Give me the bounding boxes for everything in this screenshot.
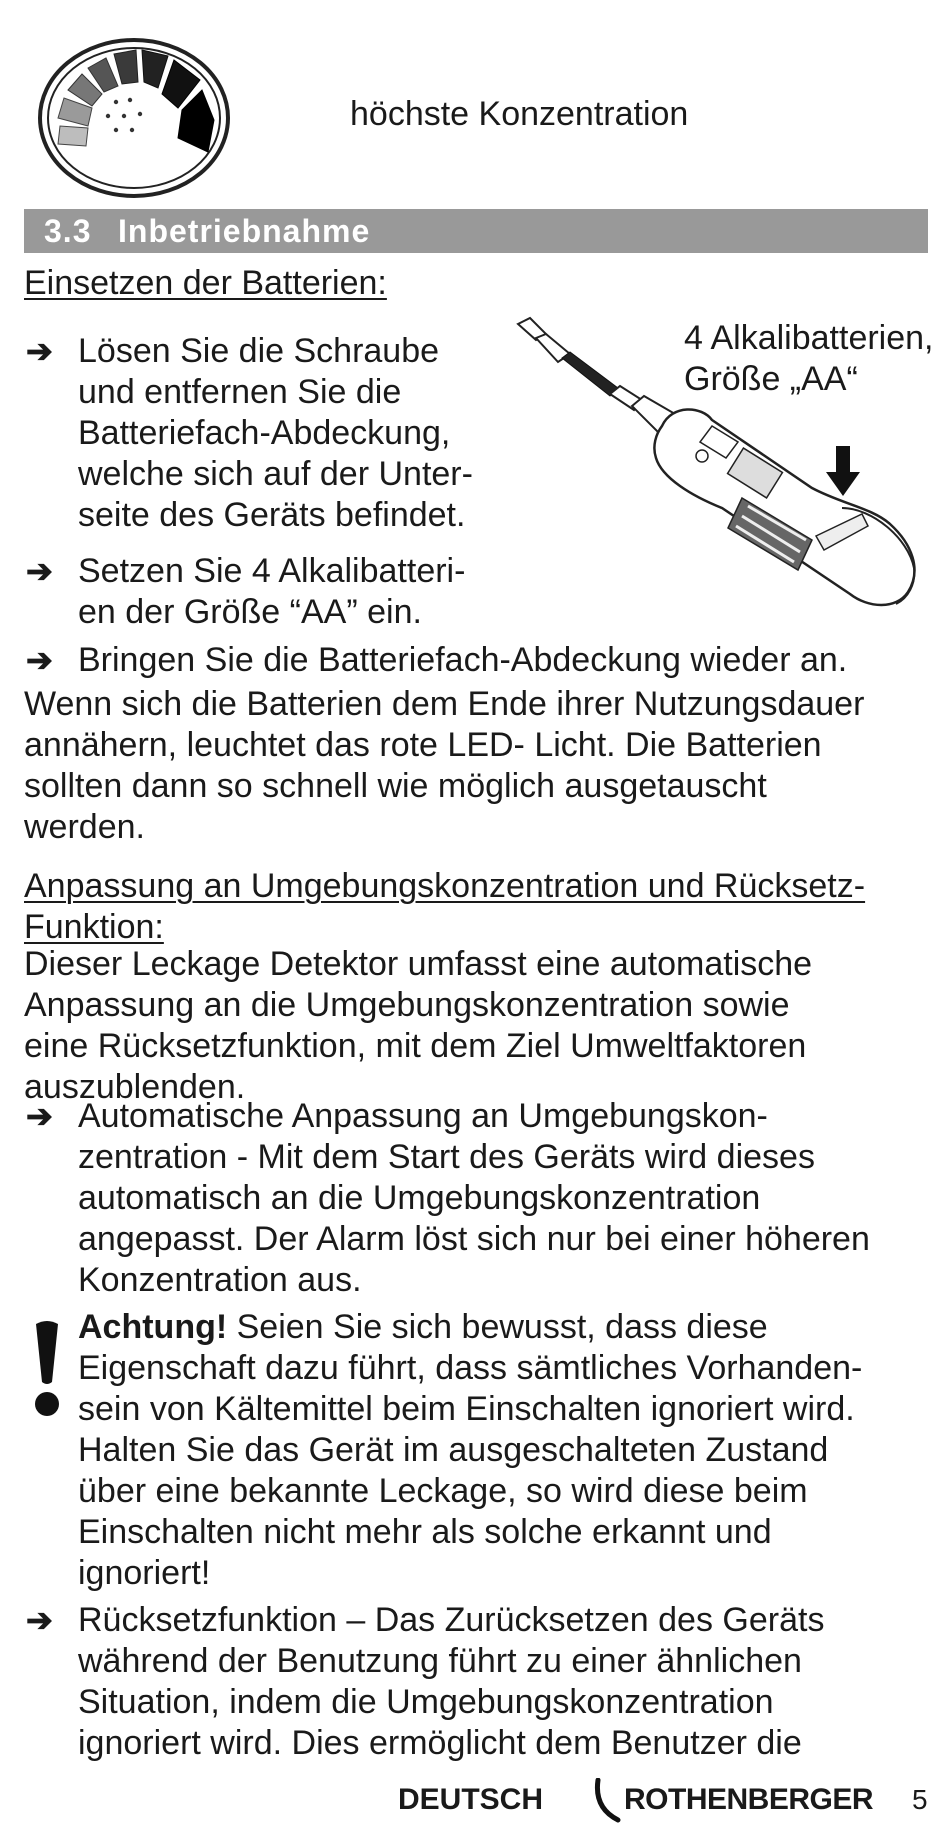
bullet-line: ignoriert wird. Dies ermöglicht dem Benutzer die <box>78 1724 802 1762</box>
warning-line: ignoriert! <box>78 1554 211 1592</box>
arrow-right-icon: ➔ <box>26 553 53 589</box>
warning-line: Halten Sie das Gerät im ausgeschalteten Zustand <box>78 1431 829 1469</box>
bullet-line: und entfernen Sie die <box>78 373 402 411</box>
bullet-line: während der Benutzung führt zu einer ähnlichen <box>78 1642 802 1680</box>
arrow-right-icon: ➔ <box>26 1098 53 1134</box>
adaptation-paragraph <box>24 944 812 1108</box>
paragraph-line: eine Rücksetzfunktion, mit dem Ziel Umweltfaktoren <box>24 1027 807 1065</box>
bullet-line: seite des Geräts befindet. <box>78 496 466 534</box>
bullet-line: angepasst. Der Alarm löst sich nur bei einer höheren <box>78 1220 870 1258</box>
bullet-line: automatisch an die Umgebungskonzentration <box>78 1179 761 1217</box>
footer-language: DEUTSCH <box>398 1783 544 1816</box>
paragraph-line: Anpassung an die Umgebungskonzentration sowie <box>24 986 790 1024</box>
warning-line: Einschalten nicht mehr als solche erkannt und <box>78 1513 772 1551</box>
paragraph-line: werden. <box>24 808 145 846</box>
arrow-right-icon: ➔ <box>26 333 53 369</box>
warning-first-line-rest: Seien Sie sich bewusst, dass diese <box>227 1308 768 1346</box>
section-title: Inbetriebnahme <box>118 213 371 249</box>
paragraph-line: sollten dann so schnell wie möglich ausgetauscht <box>24 767 767 805</box>
batteries-heading: Einsetzen der Batterien: <box>24 264 387 302</box>
battery-paragraph <box>24 684 864 848</box>
concentration-scale-icon <box>36 36 232 200</box>
paragraph-line: Dieser Leckage Detektor umfasst eine automatische <box>24 945 813 983</box>
bullet-line: Rücksetzfunktion – Das Zurücksetzen des Geräts <box>78 1601 825 1639</box>
warning-line: über eine bekannte Leckage, so wird diese beim <box>78 1472 808 1510</box>
arrow-right-icon: ➔ <box>26 642 53 678</box>
warning-label: Achtung! <box>78 1308 228 1346</box>
paragraph-line: Wenn sich die Batterien dem Ende ihrer Nutzungsdauer <box>24 685 865 723</box>
battery-bullet-3 <box>78 640 847 681</box>
adaptation-bullet-1 <box>78 1096 870 1301</box>
bullet-line: Batteriefach-Abdeckung, <box>78 414 451 452</box>
warning-line: sein von Kältemittel beim Einschalten ignoriert wird. <box>78 1390 855 1428</box>
bullet-line: Bringen Sie die Batteriefach-Abdeckung wieder an. <box>78 641 848 679</box>
paragraph-line: annähern, leuchtet das rote LED- Licht. Die Batterien <box>24 726 822 764</box>
scale-caption: höchste Konzentration <box>350 95 689 133</box>
warning-first-line <box>78 1307 862 1348</box>
arrow-down-icon <box>826 446 860 496</box>
bullet-line: zentration - Mit dem Start des Geräts wird dieses <box>78 1138 815 1176</box>
paragraph-line: auszublenden. <box>24 1068 246 1106</box>
bullet-line: Konzentration aus. <box>78 1261 362 1299</box>
bullet-line: Lösen Sie die Schraube <box>78 332 440 370</box>
section-number: 3.3 <box>44 213 92 249</box>
exclamation-icon <box>30 1318 64 1418</box>
bullet-line: welche sich auf der Unter- <box>78 455 473 493</box>
bullet-line: Automatische Anpassung an Umgebungskon- <box>78 1097 768 1135</box>
adaptation-heading <box>24 866 865 948</box>
heading-line: Funktion: <box>24 908 164 946</box>
page-number: 5 <box>912 1784 928 1815</box>
footer-brand: ROTHENBERGER <box>624 1783 874 1816</box>
arrow-right-icon: ➔ <box>26 1602 53 1638</box>
heading-line: Anpassung an Umgebungskonzentration und Rücksetz- <box>24 867 866 905</box>
adaptation-bullet-2 <box>78 1600 824 1764</box>
battery-bullet-2 <box>78 551 465 633</box>
warning-line: Eigenschaft dazu führt, dass sämtliches Vorhanden- <box>78 1349 863 1387</box>
figure-caption <box>684 318 934 400</box>
bullet-line: Setzen Sie 4 Alkalibatteri- <box>78 552 466 590</box>
warning-text <box>78 1307 862 1594</box>
figure-caption-line: Größe „AA“ <box>684 360 858 398</box>
bullet-line: en der Größe “AA” ein. <box>78 593 422 631</box>
battery-bullet-1 <box>78 331 473 536</box>
brand-swoosh-icon <box>594 1778 624 1824</box>
bullet-line: Situation, indem die Umgebungskonzentration <box>78 1683 774 1721</box>
figure-caption-line: 4 Alkalibatterien, <box>684 319 934 357</box>
